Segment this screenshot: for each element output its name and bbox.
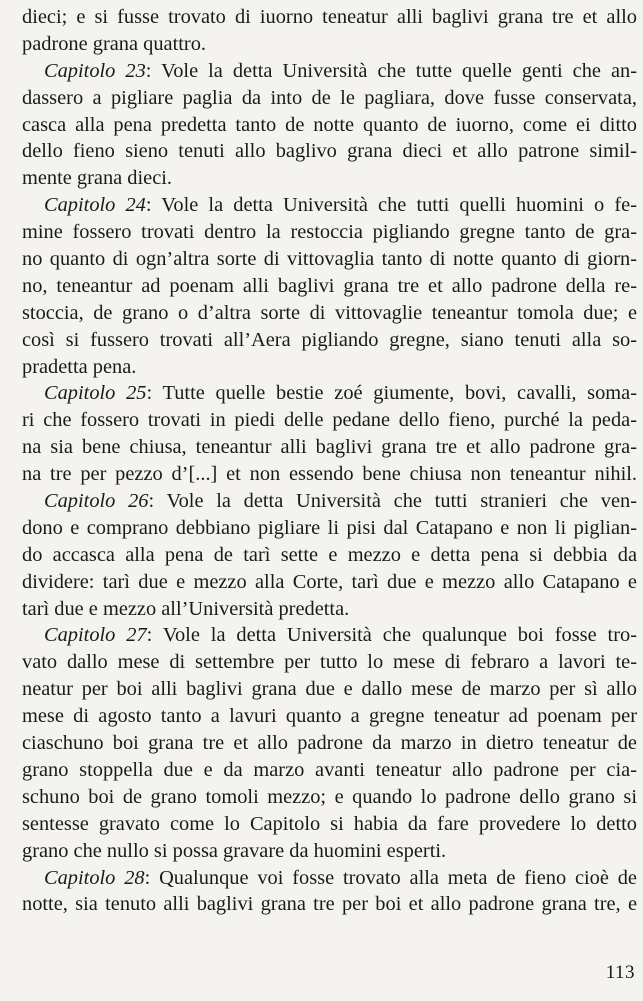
text-line: dieci; e si fusse trovato di iuorno teneatur alli baglivi grana tre et allo bbox=[22, 6, 637, 28]
text-line: schuno boi de grano tomoli mezzo; e quando lo padrone dello grano si bbox=[22, 785, 637, 808]
chapter-label: Capitolo 28 bbox=[44, 866, 145, 889]
text-line: no, teneantur ad poenam alli baglivi grana tre et allo padrone della re- bbox=[22, 274, 637, 297]
text-line: grano che nullo si possa gravare da huomini esperti. bbox=[22, 839, 447, 862]
text-line: neatur per boi alli baglivi grana due e dallo mese de marzo per sì allo bbox=[22, 678, 637, 701]
text-line: mese di agosto tanto a lavuri quanto a gregne teneatur ad poenam per bbox=[22, 705, 637, 728]
text-line: Capitolo 27: Vole la detta Università che qualunque boi fosse tro- bbox=[44, 624, 637, 647]
text-line: tarì due e mezzo all’Università predetta. bbox=[22, 597, 350, 620]
text-line: Capitolo 26: Vole la detta Università che tutti stranieri che ven- bbox=[44, 490, 637, 513]
text-line: Capitolo 24: Vole la detta Università che tutti quelli huomini o fe- bbox=[44, 194, 637, 217]
chapter-label: Capitolo 24 bbox=[44, 194, 146, 217]
chapter-label: Capitolo 23 bbox=[44, 59, 146, 82]
text-line: Capitolo 23: Vole la detta Università che tutte quelle genti che an- bbox=[44, 59, 637, 82]
chapter-label: Capitolo 26 bbox=[44, 490, 149, 513]
text-line: mine fossero trovati dentro la restoccia pigliando gregne tanto de gra- bbox=[22, 221, 637, 244]
text-line: no quanto di ogn’altra sorte di vittovaglia tanto di notte quanto di giorn- bbox=[22, 248, 637, 271]
text-line: vato dallo mese di settembre per tutto lo mese di febraro a lavori te- bbox=[22, 651, 637, 674]
text-line: Capitolo 25: Tutte quelle bestie zoé giumente, bovi, cavalli, soma- bbox=[44, 382, 637, 405]
chapter-label: Capitolo 25 bbox=[44, 382, 147, 405]
text-line: mente grana dieci. bbox=[22, 167, 173, 190]
text-line: dono e comprano debbiano pigliare li pisi dal Catapano e non li piglian- bbox=[22, 516, 637, 539]
text-line: padrone grana quattro. bbox=[22, 32, 207, 55]
text-line: casca alla pena predetta tanto de notte quanto de iuorno, come ei ditto bbox=[22, 113, 637, 136]
text-line: na tre per pezzo d’[...] et non essendo bene chiusa non teneantur nihil. bbox=[22, 463, 637, 486]
text-line: na sia bene chiusa, teneantur alli baglivi grana tre et allo padrone gra- bbox=[22, 436, 637, 459]
text-line: pradetta pena. bbox=[22, 355, 137, 378]
chapter-label: Capitolo 27 bbox=[44, 624, 147, 647]
text-line: così si fussero trovati all’Aera pigliando gregne, siano tenuti alla so- bbox=[22, 328, 637, 351]
text-line: Capitolo 28: Qualunque voi fosse trovato alla meta de fieno cioè de bbox=[44, 866, 637, 889]
page-number: 113 bbox=[605, 962, 635, 983]
text-line: dello fieno sieno tenuti allo baglivo grana dieci et allo patrone simil- bbox=[22, 140, 637, 163]
text-line: dassero a pigliare paglia da into de le pagliara, dove fusse conservata, bbox=[22, 86, 637, 109]
page-text bbox=[22, 4, 637, 918]
text-line: ri che fossero trovati in piedi delle pedane dello fieno, purché la peda- bbox=[22, 409, 637, 432]
text-line: dividere: tarì due e mezzo alla Corte, tarì due e mezzo allo Catapano e bbox=[22, 570, 637, 593]
text-line: notte, sia tenuto alli baglivi grana tre per boi et allo padrone grana tre, e bbox=[22, 893, 637, 916]
text-line: do accascа alla pena de tarì sette e mezzo e detta pena si debbia da bbox=[22, 543, 637, 566]
text-line: ciaschuno boi grana tre et allo padrone da marzo in dietro teneatur de bbox=[22, 732, 637, 755]
text-line: grano stoppella due e da marzo avanti teneatur allo padrone per cia- bbox=[22, 758, 637, 781]
text-line: stoccia, de grano o d’altra sorte di vittovaglie teneantur tomola due; e bbox=[22, 301, 637, 324]
text-line: sentesse gravato come lo Capitolo si habia da fare provedere lo detto bbox=[22, 812, 637, 835]
